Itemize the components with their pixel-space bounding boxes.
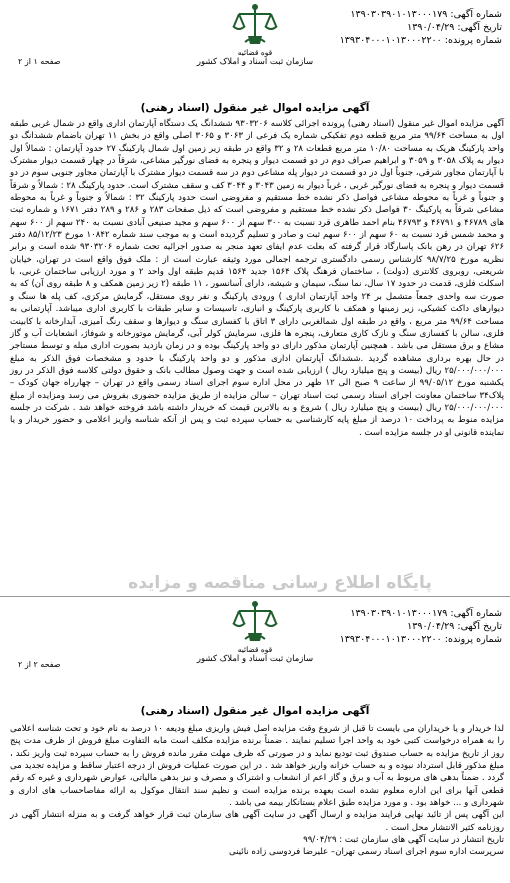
notice-title: آگهی مزایده اموال غیر منقول (اسناد رهنی)	[140, 705, 370, 717]
watermark-text: پایگاه اطلاع رسانی مناقصه و مزایده	[128, 573, 432, 593]
org-name: سازمان ثبت اسناد و املاک کشور	[196, 57, 314, 67]
publication-date: تاریخ انتشار در سایت آگهی های سازمان ثبت : ۹۹/۰۴/۲۹	[303, 835, 504, 846]
publication-note: این آگهی پس از تائید نهایی فرایند مزایده و ارسال آگهی در سایت آگهی های سازمان ثبت قرار خواهد گرفت و به منزله انتشار آگهی در روزنامه کثیر الانتشار محل است .	[10, 810, 504, 833]
file-number: شماره پرونده: ۱۳۹۳۰۴۰۰۰۱۰۱۳۰۰۰۲۲۰۰	[339, 35, 502, 46]
ad-date: تاریخ آگهی: ۱۳۹۰/۰۴/۲۹	[407, 22, 502, 33]
notice-title: آگهی مزایده اموال غیر منقول (اسناد رهنی)	[140, 102, 370, 114]
org-emblem	[185, 2, 325, 67]
org-sub-name: قوه قضائیه	[237, 48, 273, 57]
notice-body-main: لذا خریدار و یا خریداران می بایست تا قبل از شروع وقت مزایده اصل فیش واریزی مبلغ ودیعه ۱۰ درصد به نام خود و تحت شناسه اعلامی را به همراه درخواست کتبی خود به واحد اجرا تسلیم نمایند . ضمناً برنده مزایده مکلف است مابه التفاوت مبلغ فروش از ظرف مدت پنج روز از تاریخ مزایده به حساب صندوق ثبت تودیع نماید و در صورتی که ظرف مهلت مقرر مانده فروش را به حساب سپرده ثبت واریز نکند ، مبلغ مذکور قابل استرداد نبوده و به حساب خزانه واریز خواهد شد . در این صورت عملیات فروش از درجه اعتبار ساقط و مزایده تجدید می گردد . ضمناً بدهی های مربوط به آب و برق و گاز اعم از انشعاب و اشتراک و مصرف و نیز بدهی مالیاتی، عوارض شهرداری و غیره که رقم قطعی آنها برای این اداره معلوم نشده است بعهده برنده مزایده است و نظیم سند انتقال موکول به ارائه مفاصاحساب های اداری و شهرداری و ... خواهد بود . و مورد مزایده طبق اعلام بستانکار بیمه می باشد .	[10, 724, 504, 809]
page-number: صفحه ۱ از ۲	[18, 57, 61, 66]
notice-meta	[340, 8, 502, 47]
signature-line: سرپرست اداره سوم اجرای اسناد رسمی تهران– علیرضا فردوسی زاده نائینی	[228, 847, 504, 858]
page-number: صفحه ۲ از ۲	[18, 660, 61, 669]
ad-number: شماره آگهی: ۱۳۹۰۳۰۳۹۰۱۰۱۳۰۰۰۱۷۹	[350, 9, 502, 20]
org-emblem	[185, 599, 325, 664]
org-name: سازمان ثبت اسناد و املاک کشور	[196, 654, 314, 664]
judiciary-scales-emblem-icon	[231, 2, 279, 48]
ad-number: شماره آگهی: ۱۳۹۰۳۰۳۹۰۱۰۱۳۰۰۰۱۷۹	[350, 608, 502, 619]
notice-meta	[340, 607, 502, 646]
judiciary-scales-emblem-icon	[231, 599, 279, 645]
file-number: شماره پرونده: ۱۳۹۳۰۴۰۰۰۱۰۱۳۰۰۰۲۲۰۰	[339, 634, 502, 645]
notice-page-2	[0, 596, 510, 883]
notice-body	[10, 723, 504, 859]
org-sub-name: قوه قضائیه	[237, 645, 273, 654]
notice-body: آگهی مزایده اموال غیر منقول (اسناد رهنی) پرونده اجرائی کلاسه ۹۳۰۳۲۰۶ ششدانگ یک دستگاه آپارتمان اداری واقع در شمال غربی طبقه اول به مساحت ۹۹/۶۴ متر مربع قطعه دوم تفکیکی شماره یک فرعی از ۳۰۶۳ و ۳۰۶۵ اصلی واقع در بخش ۱۱ تهران باضمام ششدانگ دو واحد پارکینگ هریک به مساحت ۱۰/۸۰ متر مربع قطعات ۲۸ و ۳۲ واقع در طبقه زیر زمین اول شمال پارکینگ ۲۷ حدود آپارتمان : شمالاً اول دیوار به پلاک ۳۰۵۸ و ۳۰۵۹ و ابراهیم صراف دوم در دو قسمت دیوار و پنجره به فضای نورگیر مشاعی، شرقاً در چهار قسمت دیوار مشترک با آپارتمان مجاور شرقی، جنوباً اول در دو قسمت در دیوار پله مشاعی دوم در سه قسمت دیوار مشترک با آپارتمان مجاور جنوبی سوم در دو قسمت دیوار و پنجره به فضای نورگیر غربی ، غرباً دیوار به زمین ۳۰۴۳ و ۳۰۴۴ کف و سقف مشترک است. حدود پارکینگ ۲۸ : شمالاً و شرقاً و جنوباً و غرباً به محوطه مشاعی فواصل ذکر نشده خط مستقیم و مفروضی است حدود پارکینگ ۳۲ : شمالاً و جنوباً و غرباً به محوطه مشاعی شرقاً به پارکینگ ۳۰ فواصل ذکر نشده خط مستقیم و مفروضی است که ذیل صفحات ۲۸۳ و ۲۸۶ و ۲۸۹ دفتر ۱۶۷۱ و شماره ثبت های ۴۶۷۸۹ و ۴۶۷۹۱ و ۴۶۷۹۳ بنام احمد طاهری قرد نسبت به ۳۰۰ سهم از ۶۰۰ سهم و مجید صنیعی آبادی نسبت به ۲۴۰ سهم از ۶۰۰ سهم و محمد شمس قرد نسبت به ۶۰ سهم از ۶۰۰ سهم ثبت و صادر و تسلیم گردیده است و به موجب سند شماره ۱۰۸۴۲ مورخ ۸۵/۱۲/۲۳ دفتر ۶۲۶ تهران در رهن بانک پاسارگاد قرار گرفته که بعلت عدم ایفای تعهد منجر به صدور اجرائیه تحت شماره ۹۳۰۳۲۰۶ شده است و برابر نظریه مورخ ۹۸/۷/۲۵ کارشناس رسمی دادگستری ترجمه اجمالی مورد وثیقه عبارت است از : ملک فوق واقع است در تهران، خیابان شریعتی، روبروی کلانتری (دولت) ، ساختمان فرهنگ پلاک ۱۵۶۴ جدید ۱۵۶۴ قدیم طبقه اول واحد ۲ و مورد ارزیابی ساختمان غربی، با اسکلت فلزی، قدمت در حدود ۱۷ سال، نما سنگ، سیمان و شیشه، دارای آسانسور ، ۱۱ طبقه (۲ زیر زمین همکف و ۸ طبقه روی آن) که به صورت سه واحدی جمعاً متشمل بر ۲۴ واحد آپارتمان اداری ) ورودی پارکینگ و نفر روی مستقل، گرمایش مرکزی، کف پله ها سنگ و دیوارهای داکت کشیکی، زیر زمینها و همکف با کاربری پارکینگ و انباری، تاسیسات و سایر طبقات با کاربری اداری میباشد. آپارتمانی به مساحت ۹۹/۶۴ متر مربع ، واقع در طبقه اول شمالغربی دارای ۳ اتاق با کفسازی سنگ و دیوارها و سقف رنگ آمیزی، آبدارخانه با کابینت فلزی، سالن با کفسازی سنگ و نازک کاری متعارف، پنجره ها فلزی، سرمایش کولر آبی، گرمایش موتورخانه و شوفاژ، انشعابات آب و گاز مشاع و برق مستقل می باشد . همچنین آپارتمان مذکور دارای دو واحد پارکینگ بوده و در زمان بازدید بصورت اداری مبله و توسط مستاجر در حال بهره برداری مشاهده گردید .ششدانگ آپارتمان اداری مذکور و دو واحد پارکینگ با حدود و مشخصات فوق الذکر به مبلغ ۲۵/۰۰۰/۰۰۰/۰۰۰ ریال (بیست و پنج میلیارد ریال ) ارزیابی شده است و جهت وصول مطالب بانک و حقوق دولتی کلاسه فوق الذکر در روز یکشنبه مورخ ۹۹/۰۵/۱۲ از ساعت ۹ صبح الی ۱۲ ظهر در محل اداره سوم اجرای اسناد رسمی واقع در تهران – چهارراه جهان کودک – پلاک۳۴ ساختمان معاونت اجرای اسناد رسمی ثبت اسناد تهران – سالن مزایده از طریق مزایده حضوری بفروش می رسد ومزایده از مبلغ ۲۵/۰۰۰/۰۰۰/۰۰۰ ریال (بیست و پنج میلیارد ریال ) شروع و به بالاترین قیمت که خریدار داشته باشد فروخته خواهد شد . شرکت در جلسه مزایده منوط به پرداخت ۱۰ درصد از مبلغ پایه کارشناسی به حساب سپرده ثبت و پس از آنکه شناسه واریز اعلامی و حضور خریدار و یا نماینده قانونی او در جلسه مزایده است .	[10, 119, 505, 438]
ad-date: تاریخ آگهی: ۱۳۹۰/۰۴/۲۹	[407, 621, 502, 632]
